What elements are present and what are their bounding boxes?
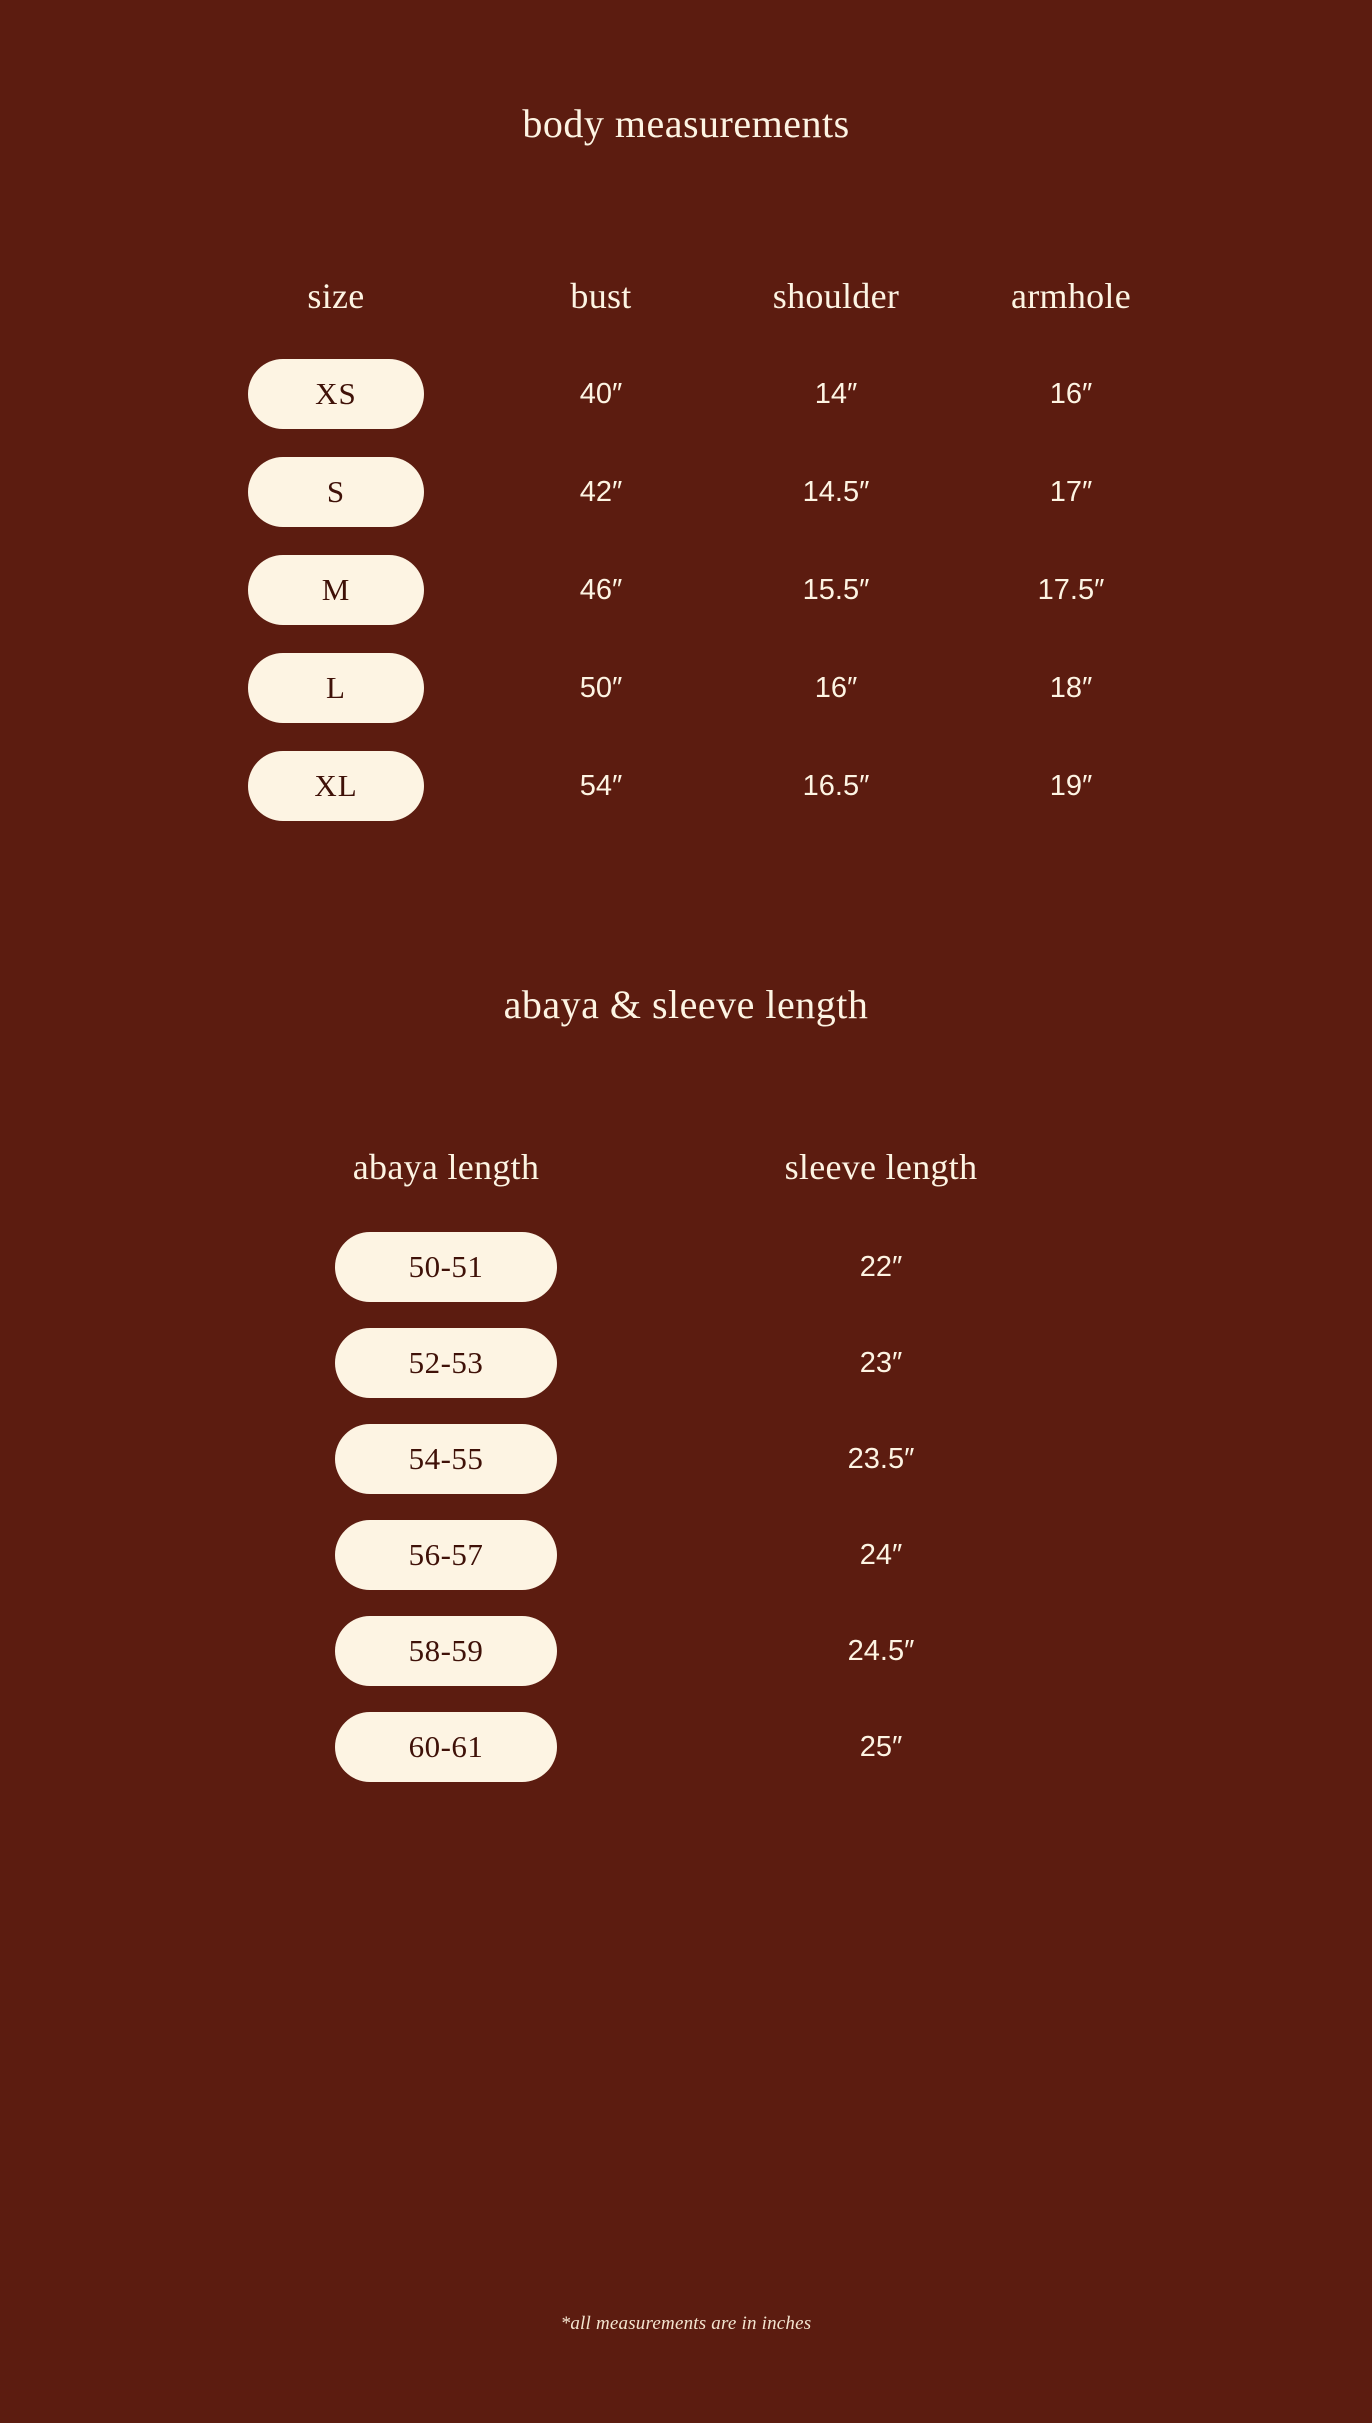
table-row xyxy=(186,653,1186,723)
table-header-row xyxy=(186,275,1186,317)
abaya-length-cell xyxy=(186,1232,706,1302)
table-header-row xyxy=(186,1146,1186,1188)
abaya-length-pill: 60-61 xyxy=(335,1712,557,1782)
table-row xyxy=(186,751,1186,821)
size-cell xyxy=(186,359,486,429)
column-header-armhole: armhole xyxy=(1010,276,1132,316)
abaya-sleeve-table xyxy=(186,1146,1186,1782)
sleeve-length-value: 24.5″ xyxy=(847,1634,915,1667)
abaya-sleeve-title: abaya & sleeve length xyxy=(503,982,869,1027)
shoulder-value: 15.5″ xyxy=(802,573,870,606)
column-header-abaya-length: abaya length xyxy=(352,1147,540,1187)
size-cell xyxy=(186,457,486,527)
table-row xyxy=(186,1712,1186,1782)
sleeve-length-value: 23″ xyxy=(859,1346,903,1379)
column-header-sleeve-length: sleeve length xyxy=(784,1147,978,1187)
footnote: *all measurements are in inches xyxy=(560,2313,812,2334)
size-pill: L xyxy=(248,653,424,723)
shoulder-value: 14.5″ xyxy=(802,475,870,508)
bust-value: 54″ xyxy=(579,769,623,802)
size-pill: M xyxy=(248,555,424,625)
size-pill: XL xyxy=(248,751,424,821)
shoulder-value: 14″ xyxy=(814,377,858,410)
armhole-value: 18″ xyxy=(1049,671,1093,704)
size-cell xyxy=(186,555,486,625)
size-cell xyxy=(186,751,486,821)
table-row xyxy=(186,359,1186,429)
table-row xyxy=(186,555,1186,625)
bust-value: 42″ xyxy=(579,475,623,508)
sleeve-length-value: 25″ xyxy=(859,1730,903,1763)
table-row xyxy=(186,1232,1186,1302)
sleeve-length-value: 23.5″ xyxy=(847,1442,915,1475)
bust-value: 40″ xyxy=(579,377,623,410)
table-row xyxy=(186,1520,1186,1590)
shoulder-value: 16″ xyxy=(814,671,858,704)
column-header-bust: bust xyxy=(570,276,632,316)
armhole-value: 17″ xyxy=(1049,475,1093,508)
abaya-length-pill: 52-53 xyxy=(335,1328,557,1398)
abaya-length-cell xyxy=(186,1616,706,1686)
body-measurements-title: body measurements xyxy=(522,101,850,146)
armhole-value: 19″ xyxy=(1049,769,1093,802)
table-row xyxy=(186,457,1186,527)
size-pill: S xyxy=(248,457,424,527)
abaya-length-cell xyxy=(186,1520,706,1590)
column-header-size: size xyxy=(307,276,365,316)
abaya-length-pill: 58-59 xyxy=(335,1616,557,1686)
size-chart-page xyxy=(0,100,1372,2423)
table-row xyxy=(186,1328,1186,1398)
abaya-length-pill: 50-51 xyxy=(335,1232,557,1302)
shoulder-value: 16.5″ xyxy=(802,769,870,802)
abaya-length-pill: 54-55 xyxy=(335,1424,557,1494)
abaya-length-cell xyxy=(186,1424,706,1494)
table-row xyxy=(186,1424,1186,1494)
size-pill: XS xyxy=(248,359,424,429)
abaya-length-cell xyxy=(186,1712,706,1782)
body-measurements-table xyxy=(186,275,1186,821)
armhole-value: 16″ xyxy=(1049,377,1093,410)
abaya-length-cell xyxy=(186,1328,706,1398)
bust-value: 46″ xyxy=(579,573,623,606)
sleeve-length-value: 24″ xyxy=(859,1538,903,1571)
sleeve-length-value: 22″ xyxy=(859,1250,903,1283)
size-cell xyxy=(186,653,486,723)
column-header-shoulder: shoulder xyxy=(772,276,900,316)
bust-value: 50″ xyxy=(579,671,623,704)
table-row xyxy=(186,1616,1186,1686)
armhole-value: 17.5″ xyxy=(1037,573,1105,606)
abaya-length-pill: 56-57 xyxy=(335,1520,557,1590)
